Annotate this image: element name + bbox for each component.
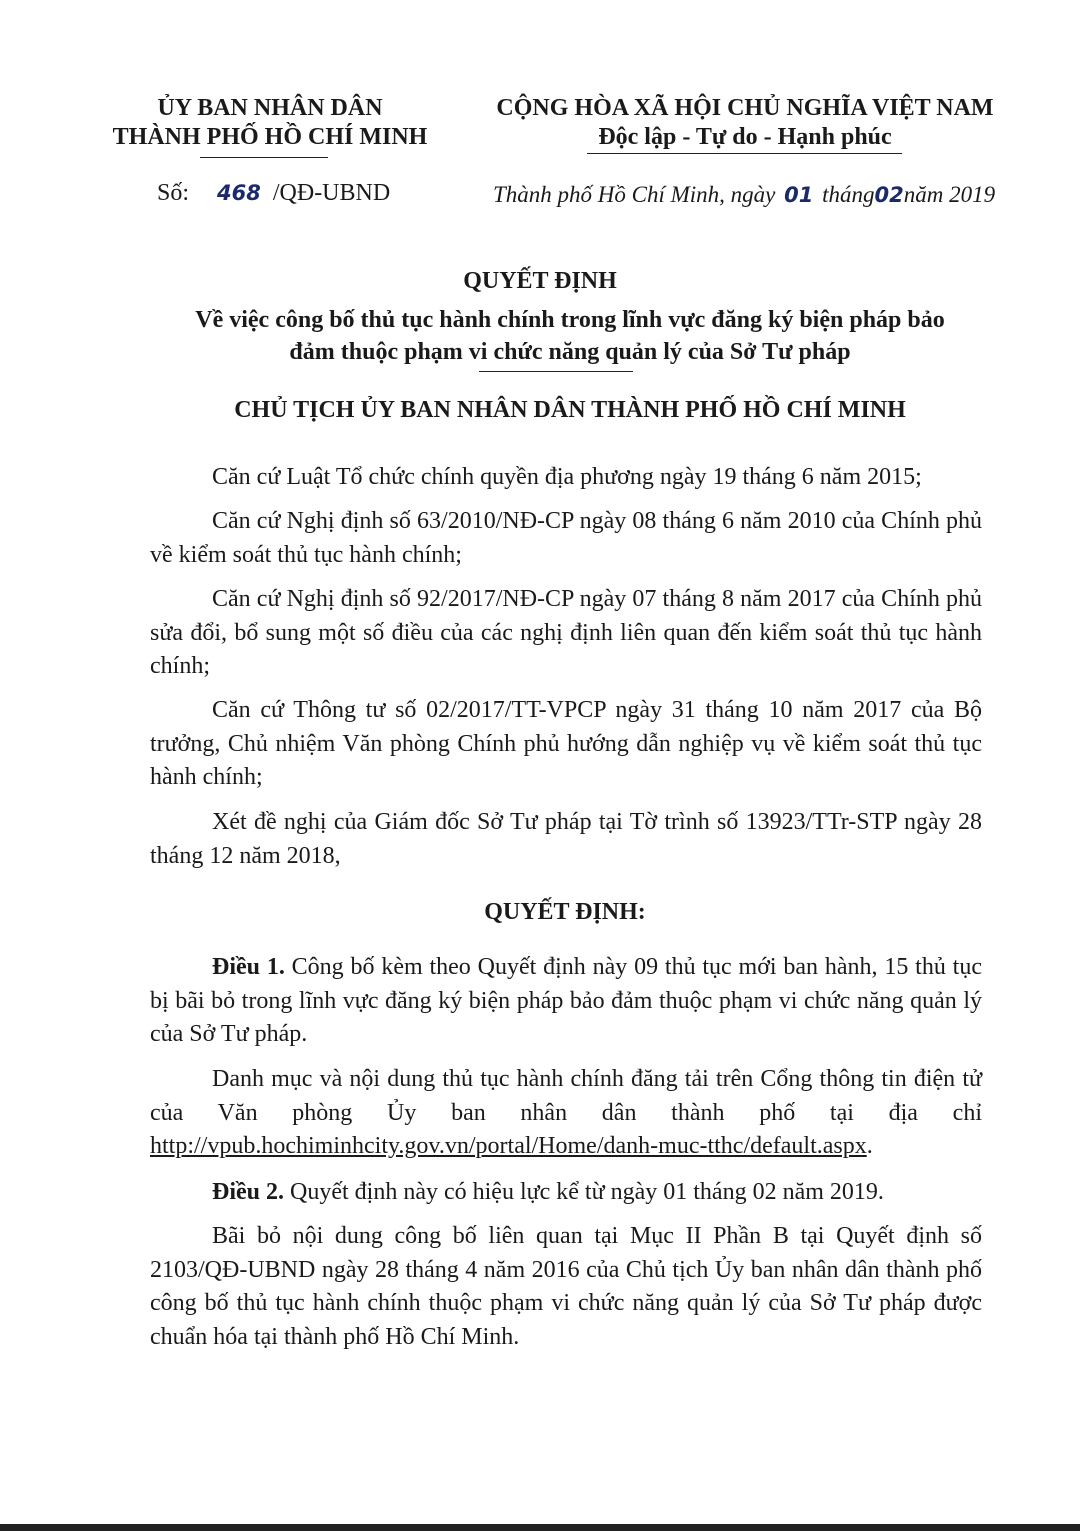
handwritten-number: 468 [217,181,261,205]
subject-line-1: Về việc công bố thủ tục hành chính trong lĩnh vực đăng ký biện pháp bảo [195,307,945,333]
article-2-para2-text: Bãi bỏ nội dung công bố liên quan tại Mục II Phần B tại Quyết định số 2103/QĐ-UBND ngày 28 tháng 4 năm 2016 của Chủ tịch Ủy ban nhân dân thành phố công bố thủ tục hành chính thuộc phạm vi chức năng quản lý của Sở Tư pháp được chuẩn hóa tại thành phố Hồ Chí Minh. [150,1223,982,1350]
scan-bottom-border [0,1524,1080,1531]
preamble-item: Căn cứ Nghị định số 63/2010/NĐ-CP ngày 08 tháng 6 năm 2010 của Chính phủ về kiểm soát thủ tục hành chính; [150,508,982,568]
article-1-label: Điều 1. [212,954,285,980]
document-subject [120,304,1020,368]
subject-underline [479,371,633,372]
article-2 [150,1176,982,1210]
preamble-item: Căn cứ Thông tư số 02/2017/TT-VPCP ngày 31 tháng 10 năm 2017 của Bộ trưởng, Chủ nhiệm Văn phòng Chính phủ hướng dẫn nghiệp vụ về kiểm soát thủ tục hành chính; [150,697,982,790]
number-prefix: Số: [157,180,190,206]
national-motto-block [470,94,1020,152]
issuer-block [100,94,440,152]
article-1 [150,951,982,1052]
date-part-2: tháng [822,182,875,207]
country-name: CỘNG HÒA XÃ HỘI CHỦ NGHĨA VIỆT NAM [496,95,994,121]
document-number [157,178,390,208]
subject-line-2: đảm thuộc phạm vi chức năng quản lý của Sở Tư pháp [289,339,851,365]
preamble-item: Căn cứ Nghị định số 92/2017/NĐ-CP ngày 07 tháng 8 năm 2017 của Chính phủ sửa đổi, bổ sung một số điều của các nghị định liên quan đến kiểm soát thủ tục hành chính; [150,586,982,679]
article-2-paragraph-2 [150,1220,982,1354]
document-title: QUYẾT ĐỊNH [463,268,617,294]
number-suffix: /QĐ-UBND [272,180,391,206]
article-2-text: Quyết định này có hiệu lực kể từ ngày 01 tháng 02 năm 2019. [290,1179,884,1205]
motto-underline [587,153,902,154]
date-part-1: Thành phố Hồ Chí Minh, ngày [493,182,776,207]
article-1-paragraph-2: Danh mục và nội dung thủ tục hành chính đăng tải trên Cổng thông tin điện tử của Văn phòng Ủy ban nhân dân thành phố tại địa chỉ http://vpub.hochiminhcity.gov.vn/portal/Home/danh-muc-tthc/default.aspx. [150,1066,982,1159]
handwritten-month: 02 [874,183,904,207]
authority-heading: CHỦ TỊCH ỦY BAN NHÂN DÂN THÀNH PHỐ HỒ CHÍ MINH [234,397,906,423]
article-2-label: Điều 2. [212,1179,284,1205]
portal-link[interactable]: http://vpub.hochiminhcity.gov.vn/portal/Home/danh-muc-tthc/default.aspx [150,1133,867,1159]
issuer-line-1: ỦY BAN NHÂN DÂN [157,95,383,121]
motto: Độc lập - Tự do - Hạnh phúc [598,124,892,150]
handwritten-day: 01 [784,183,814,207]
issuer-underline [200,157,328,158]
preamble-item: Xét đề nghị của Giám đốc Sở Tư pháp tại Tờ trình số 13923/TTr-STP ngày 28 tháng 12 năm 2018, [150,809,982,869]
document-date [493,180,995,210]
issuer-line-2: THÀNH PHỐ HỒ CHÍ MINH [112,124,428,150]
decision-heading: QUYẾT ĐỊNH: [484,899,646,925]
article-1-text: Công bố kèm theo Quyết định này 09 thủ tục mới ban hành, 15 thủ tục bị bãi bỏ trong lĩnh vực đăng ký biện pháp bảo đảm thuộc phạm vi chức năng quản lý của Sở Tư pháp. [150,954,982,1047]
article-1-para2-text: Danh mục và nội dung thủ tục hành chính đăng tải trên Cổng thông tin điện tử của Văn phòng Ủy ban nhân dân thành phố tại địa chỉ [150,1066,982,1126]
preamble-item: Căn cứ Luật Tổ chức chính quyền địa phương ngày 19 tháng 6 năm 2015; [212,464,922,490]
date-part-3: năm 2019 [903,182,996,207]
